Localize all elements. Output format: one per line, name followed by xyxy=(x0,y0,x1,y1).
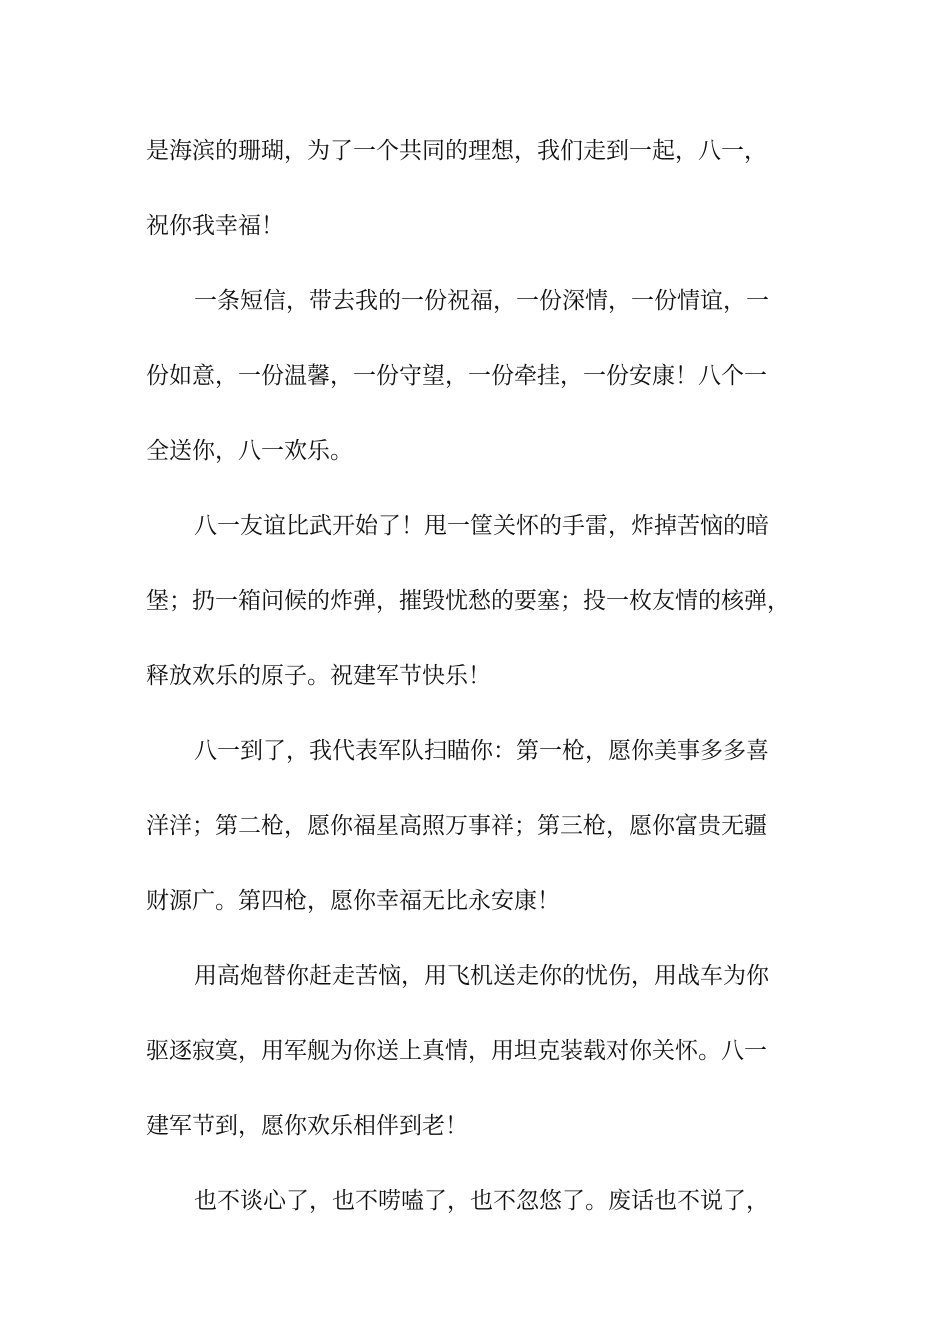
text-line: 释放欢乐的原子。祝建军节快乐！ xyxy=(146,663,491,689)
text-line: 驱逐寂寞，用军舰为你送上真情，用坦克装载对你关怀。八一 xyxy=(146,1038,767,1064)
text-line: 全送你，八一欢乐。 xyxy=(146,438,353,464)
paragraph-first-line: 八一友谊比武开始了！甩一筐关怀的手雷，炸掉苦恼的暗 xyxy=(194,513,769,539)
text-line: 堡；扔一箱问候的炸弹，摧毁忧愁的要塞；投一枚友情的核弹， xyxy=(146,588,790,614)
paragraph-first-line: 用高炮替你赶走苦恼，用飞机送走你的忧伤，用战车为你 xyxy=(194,963,769,989)
paragraph-first-line: 八一到了，我代表军队扫瞄你：第一枪，愿你美事多多喜 xyxy=(194,738,769,764)
text-line: 建军节到，愿你欢乐相伴到老！ xyxy=(146,1113,468,1139)
text-line: 洋洋；第二枪，愿你福星高照万事祥；第三枪，愿你富贵无疆 xyxy=(146,813,767,839)
paragraph-first-line: 一条短信，带去我的一份祝福，一份深情，一份情谊，一 xyxy=(194,288,769,314)
text-line: 财源广。第四枪，愿你幸福无比永安康！ xyxy=(146,888,560,914)
text-line: 祝你我幸福！ xyxy=(146,213,284,239)
text-line: 是海滨的珊瑚，为了一个共同的理想，我们走到一起，八一， xyxy=(146,138,767,164)
text-line: 份如意，一份温馨，一份守望，一份牵挂，一份安康！八个一 xyxy=(146,363,767,389)
paragraph-first-line: 也不谈心了，也不唠嗑了，也不忽悠了。废话也不说了， xyxy=(194,1188,769,1214)
